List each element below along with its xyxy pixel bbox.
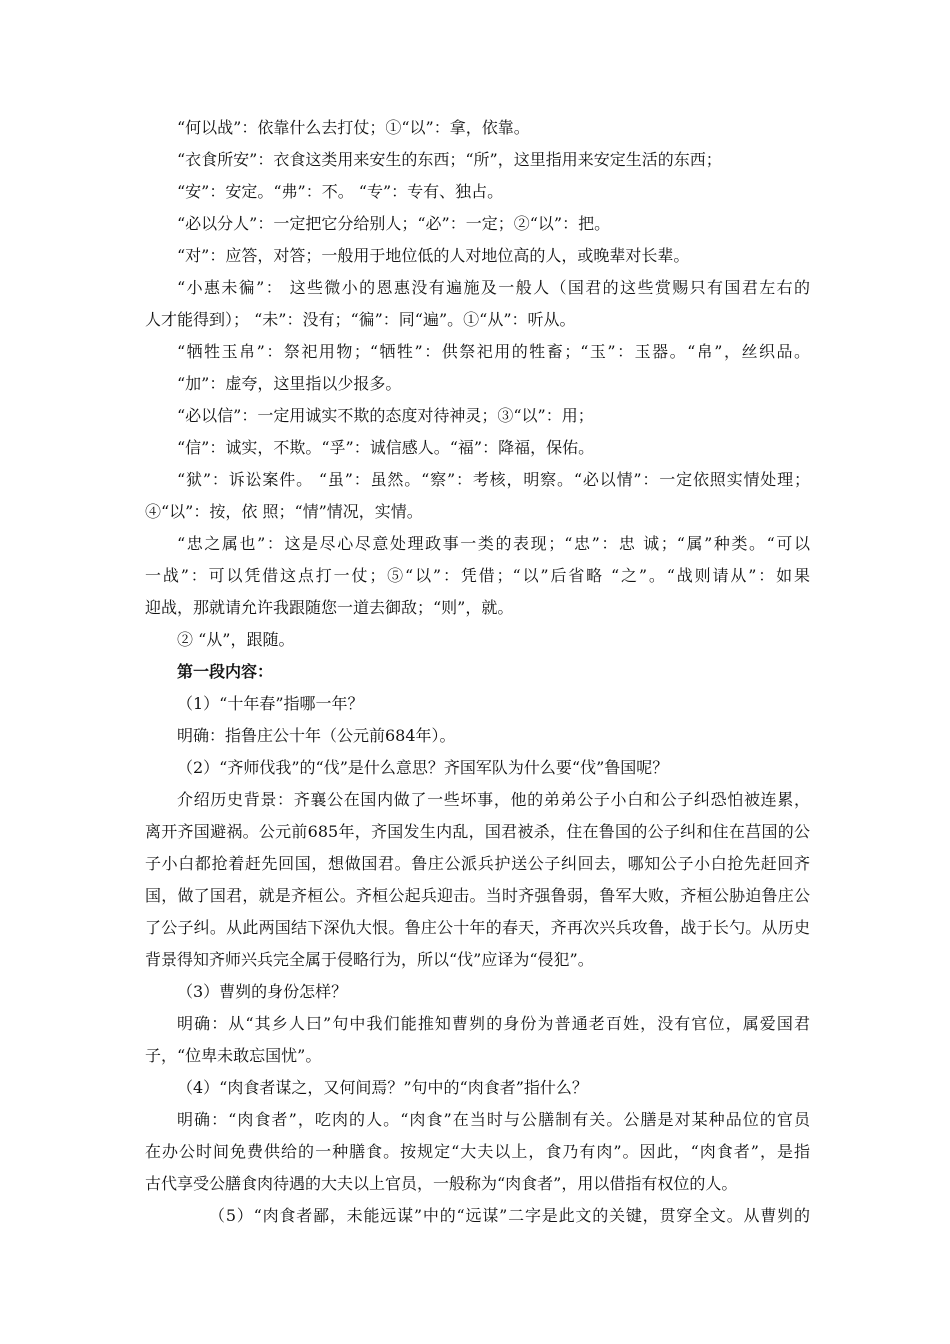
text-line: 国，做了国君，就是齐桓公。齐桓公起兵迎击。当时齐强鲁弱，鲁军大败，齐桓公胁迫鲁庄公 (145, 886, 810, 905)
text-line: 子，“位卑未敢忘国忧”。 (145, 1046, 322, 1065)
question-line: （5）“肉食者鄙，未能远谋”中的“远谋”二字是此文的关键，贯穿全文。从曹刿的 (209, 1206, 810, 1225)
question-line: （1）“十年春”指哪一年？ (177, 694, 364, 713)
text-line: 人才能得到）； “未”：没有；“徧”：同“遍”。①“从”：听从。 (145, 310, 576, 329)
answer-line: 明确：“肉食者”，吃肉的人。“肉食”在当时与公膳制有关。公膳是对某种品位的官员 (177, 1110, 810, 1129)
text-line: “加”：虚夸，这里指以少报多。 (177, 374, 402, 393)
section-heading: 第一段内容： (177, 662, 274, 681)
text-line: “必以分人”：一定把它分给别人；“必”：一定；②“以”：把。 (177, 214, 611, 233)
text-line: “忠之属也”：这是尽心尽意处理政事一类的表现；“忠”：忠 诚；“属”种类。“可以 (177, 534, 810, 553)
question-line: （3）曹刿的身份怎样？ (177, 982, 348, 1001)
text-line: ② “从”，跟随。 (177, 630, 295, 649)
text-line: “对”：应答，对答；一般用于地位低的人对地位高的人，或晚辈对长辈。 (177, 246, 690, 265)
text-line: “狱”：诉讼案件。 “虽”：虽然。“察”：考核，明察。“必以情”：一定依照实情处理； (177, 470, 810, 489)
text-line: 离开齐国避祸。公元前685年，齐国发生内乱，国君被杀，住在鲁国的公子纠和住在莒国的公 (145, 822, 810, 841)
question-line: （2）“齐师伐我”的“伐”是什么意思？齐国军队为什么要“伐”鲁国呢？ (177, 758, 669, 777)
text-line: 迎战，那就请允许我跟随您一道去御敌；“则”，就。 (145, 598, 514, 617)
question-line: （4）“肉食者谋之，又何间焉？”句中的“肉食者”指什么？ (177, 1078, 588, 1097)
answer-line: 明确：指鲁庄公十年（公元前684年）。 (177, 726, 456, 745)
text-line: 在办公时间免费供给的一种膳食。按规定“大夫以上，食乃有肉”。因此，“肉食者”，是指 (145, 1142, 810, 1161)
answer-line: 明确：从“其乡人曰”句中我们能推知曹刿的身份为普通老百姓，没有官位，属爱国君 (177, 1014, 810, 1033)
text-line: 一战”：可以凭借这点打一仗；⑤“以”：凭借；“以”后省略 “之”。“战则请从”：如果 (145, 566, 810, 585)
text-line: “何以战”：依靠什么去打仗；①“以”：拿，依靠。 (177, 118, 530, 137)
text-line: “衣食所安”：衣食这类用来安生的东西；“所”，这里指用来安定生活的东西； (177, 150, 722, 169)
text-line: 介绍历史背景：齐襄公在国内做了一些坏事，他的弟弟公子小白和公子纠恐怕被连累， (177, 790, 810, 809)
text-line: “必以信”：一定用诚实不欺的态度对待神灵；③“以”：用； (177, 406, 594, 425)
document-body (145, 112, 810, 1232)
text-line: 子小白都抢着赶先回国，想做国君。鲁庄公派兵护送公子纠回去，哪知公子小白抢先赶回齐 (145, 854, 810, 873)
text-line: “安”：安定。“弗”：不。 “专”：专有、独占。 (177, 182, 504, 201)
text-line: 背景得知齐师兴兵完全属于侵略行为，所以“伐”应译为“侵犯”。 (145, 950, 594, 969)
text-line: “信”：诚实，不欺。“孚”：诚信感人。“福”：降福，保佑。 (177, 438, 595, 457)
text-line: 了公子纠。从此两国结下深仇大恨。鲁庄公十年的春天，齐再次兴兵攻鲁，战于长勺。从历史 (145, 918, 810, 937)
text-line: ④“以”：按，依 照；“情”情况，实情。 (145, 502, 423, 521)
text-line: “牺牲玉帛”：祭祀用物；“牺牲”：供祭祀用的牲畜；“玉”：玉器。“帛”，丝织品。 (177, 342, 810, 361)
text-line: 古代享受公膳食肉待遇的大夫以上官员，一般称为“肉食者”，用以借指有权位的人。 (145, 1174, 738, 1193)
text-line: “小惠未徧”： 这些微小的恩惠没有遍施及一般人（国君的这些赏赐只有国君左右的 (177, 278, 810, 297)
